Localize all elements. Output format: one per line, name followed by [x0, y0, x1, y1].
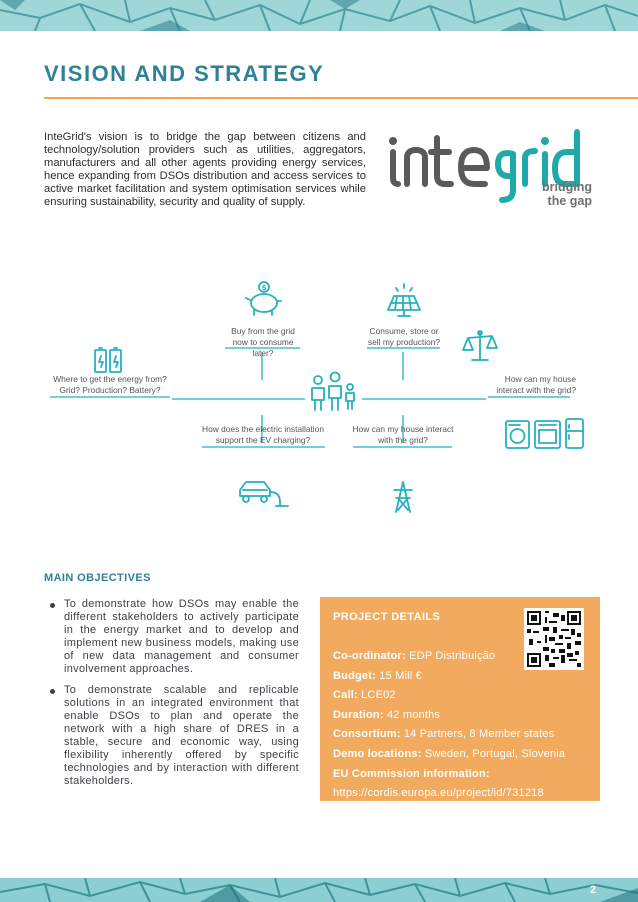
label-house-interact-right: How can my house interact with the grid? — [496, 374, 576, 395]
main-objectives-heading: MAIN OBJECTIVES — [44, 572, 151, 584]
objectives-list — [44, 598, 299, 795]
label-ev-charging: How does the electric installation support the EV charging? — [202, 424, 324, 445]
logo-wordmark — [597, 124, 598, 125]
scales-icon — [463, 331, 497, 360]
project-details-heading: PROJECT DETAILS — [333, 611, 441, 623]
logo-tagline-line2: the gap — [547, 194, 592, 208]
logo-tagline-line1: bridging — [542, 180, 592, 194]
label-house-interact-bottom: How can my house interact with the grid? — [352, 424, 454, 445]
label-buy-from-grid: Buy from the grid now to consume later? — [231, 326, 295, 358]
list-item: To demonstrate scalable and replicable solutions in an integrated environment that enable DSOs to plan and operate the network with a high share of DRES in a stable, secure and economic way, using flexibility inherently offered by specific technologies and by interaction with different stakeholders. — [44, 684, 299, 789]
budget-row: Budget: 15 Mill € — [333, 669, 422, 682]
logo-tagline — [516, 180, 592, 208]
svg-text:$: $ — [261, 284, 267, 292]
eu-info-label: EU Commission information: — [333, 767, 490, 780]
duration-row: Duration: 42 months — [333, 708, 441, 721]
vision-paragraph: InteGrid's vision is to bridge the gap between citizens and technology/solution providers such as utilities, aggregators, manufacturers and all other agents providing energy services, hence expanding from DSOs distribution and access services to active market facilitation and system optimisation services while ensuring sustainability, security and quality of supply. — [44, 131, 366, 209]
solar-panel-icon — [388, 284, 420, 316]
top-mosaic-band — [0, 0, 638, 31]
label-energy-source: Where to get the energy from? Grid? Production? Battery? — [53, 374, 167, 395]
home-appliances-icon — [506, 419, 583, 448]
call-row: Call: LCE02 — [333, 689, 396, 702]
demo-locations-row: Demo locations: Sweden, Portugal, Slovenia — [333, 747, 566, 760]
page-number: 2 — [590, 884, 597, 896]
battery-icon — [95, 348, 121, 372]
ev-car-icon — [240, 482, 288, 506]
qr-code[interactable] — [524, 608, 584, 670]
stakeholder-diagram — [0, 270, 638, 520]
power-pylon-icon — [394, 482, 412, 512]
coordinator-row: Co-ordinator: EDP Distribuição — [333, 650, 496, 662]
bottom-mosaic-band — [0, 878, 638, 902]
family-icon — [312, 373, 354, 411]
consortium-row: Consortium: 14 Partners, 8 Member states — [333, 728, 555, 741]
title-divider — [44, 97, 638, 99]
page-title: VISION AND STRATEGY — [44, 61, 325, 86]
label-consume-store-sell: Consume, store or sell my production? — [367, 326, 441, 347]
cordis-link[interactable]: https://cordis.europa.eu/project/id/731218 — [333, 787, 544, 800]
list-item: To demonstrate how DSOs may enable the different stakeholders to actively participate in the energy market and to develop and implement new business models, making use of new data management and consumer involvement approaches. — [44, 598, 299, 677]
